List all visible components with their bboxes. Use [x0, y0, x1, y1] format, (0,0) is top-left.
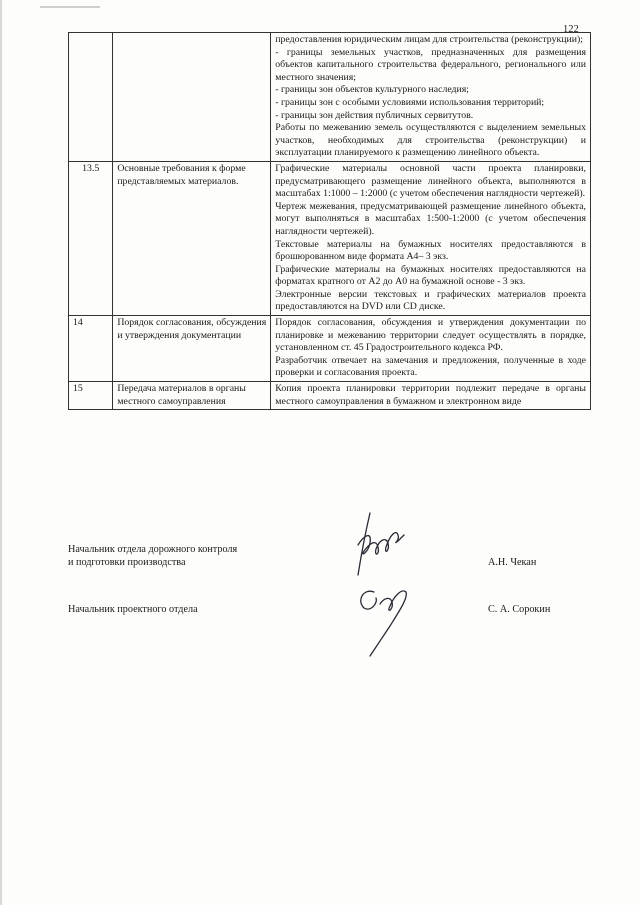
- page-number: 122: [563, 24, 579, 35]
- content-paragraph: Графические материалы на бумажных носителях предоставляются на форматах кратного от А2 до А0 на бумажной основе - 3 экз.: [275, 263, 586, 288]
- table-row: [69, 161, 591, 315]
- content-paragraph: Чертеж межевания, предусматривающей размещение линейного объекта, могут выполняться в масштабах 1:500-1:2000 (с учетом обеспечения наглядности чертежей).: [275, 200, 586, 237]
- content-paragraph: Работы по межеванию земель осуществляются с выделением земельных участков, необходимых для строительства (реконструкции) и эксплуатации планируемого к размещению линейного объекта.: [275, 122, 586, 159]
- table-row: [69, 382, 591, 410]
- content-paragraph: Электронные версии текстовых и графических материалов проекта предоставляются на DVD или CD диске.: [275, 288, 586, 313]
- row-number: 15: [69, 382, 113, 410]
- row-content: [271, 33, 591, 162]
- content-paragraph: Копия проекта планировки территории подлежит передаче в органы местного самоуправления в бумажном и электронном виде: [275, 383, 586, 407]
- row-number: [69, 33, 113, 162]
- signer-position: [68, 603, 198, 616]
- row-content: [271, 161, 591, 315]
- content-paragraph: Порядок согласования, обсуждения и утверждения документации по планировке и межеванию территории следует осуществлять в порядке, установленном ст. 45 Градостроительного кодекса РФ.: [275, 317, 586, 354]
- content-paragraph: Разработчик отвечает на замечания и предложения, полученные в ходе проверки и согласования проекта.: [275, 354, 586, 379]
- row-content: [271, 382, 591, 410]
- row-title-text: Порядок согласования, обсуждения и утверждения документации: [117, 317, 267, 341]
- signer-position-line: Начальник отдела дорожного контроля: [68, 544, 238, 555]
- signer-name: А.Н. Чекан: [488, 557, 537, 568]
- content-paragraph: - границы зон действия публичных сервитутов.: [275, 109, 474, 121]
- row-title: Основные требования к форме представляемых материалов.: [113, 161, 271, 315]
- table-row: [69, 316, 591, 382]
- signer-position-line: и подготовки производства: [68, 557, 186, 568]
- scan-artifact: [40, 6, 100, 8]
- row-title: [113, 33, 271, 162]
- requirements-table: [68, 32, 591, 410]
- content-paragraph: - границы земельных участков, предназначенных для размещения объектов капитального строительства федерального, регионального или местного значения;: [275, 46, 586, 83]
- content-paragraph: предоставления юридическим лицам для строительства (реконструкции);: [275, 34, 583, 45]
- content-paragraph: - границы зон с особыми условиями использования территорий;: [275, 96, 545, 108]
- handwritten-signature-icon: [350, 570, 420, 660]
- signer-name: С. А. Сорокин: [488, 604, 551, 615]
- content-paragraph: Текстовые материалы на бумажных носителях предоставляются в брошюрованном виде формата А4– 3 экз.: [275, 238, 586, 263]
- scan-edge: [0, 0, 2, 905]
- signer-position: [68, 543, 237, 569]
- table-row: [69, 33, 591, 162]
- content-paragraph: Графические материалы основной части проекта планировки, предусматривающего размещение линейного объекта, выполняются в масштабах 1:1000 – 1:2000 (с учетом обеспечения наглядности чертежей).: [275, 162, 586, 200]
- row-number: 13.5: [69, 161, 113, 315]
- row-title: Передача материалов в органы местного самоуправления: [113, 382, 271, 410]
- row-title: [113, 316, 271, 382]
- content-paragraph: - границы зон объектов культурного наследия;: [275, 84, 470, 96]
- row-number: 14: [69, 316, 113, 382]
- row-content: [271, 316, 591, 382]
- signer-position-line: Начальник проектного отдела: [68, 604, 198, 615]
